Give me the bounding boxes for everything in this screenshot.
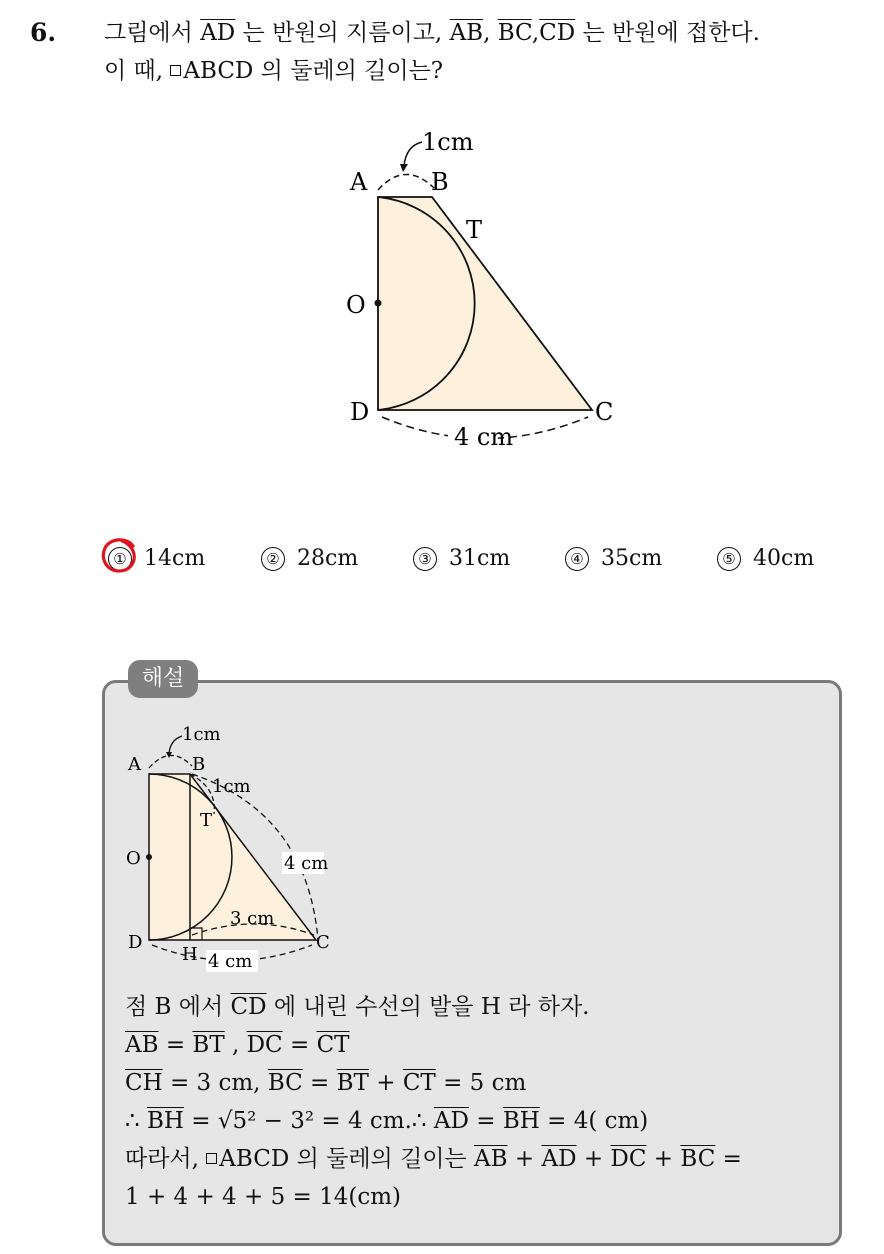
dashed-arc-ab (378, 174, 434, 190)
length-ab-label: 1cm (422, 128, 474, 156)
solution-figure (122, 718, 352, 978)
solution-line-5: 따라서, ABCD 의 둘레의 길이는 $\overline{AB} + \overline{AD} + \overline{DC} + \overline{BC}$ = (125, 1146, 742, 1172)
solution-label-a: A (128, 754, 141, 775)
solution-length-hc: 3 cm (230, 908, 275, 929)
quadrilateral-symbol-icon (206, 1153, 217, 1164)
solution-center-o (146, 854, 152, 860)
question-number: 6. (30, 18, 57, 47)
center-point-o (375, 300, 382, 307)
length-dc-label: 4 cm (454, 423, 514, 451)
solution-line-3: $\overline{CH} = 3$ cm, $\overline{BC} = \overline{BT} + \overline{CT} = 5$ cm (125, 1070, 527, 1096)
arrow-head (400, 164, 408, 172)
solution-length-bc: 4 cm (284, 853, 329, 874)
answer-choices (108, 546, 868, 580)
choice-5[interactable]: ⑤ 40cm (717, 546, 814, 571)
solution-badge: 해설 (128, 660, 198, 698)
solution-length-dc: 4 cm (208, 951, 253, 972)
label-a: A (350, 168, 368, 196)
question-text-line2: 이 때, ABCD 의 둘레의 길이는? (104, 58, 444, 84)
solution-line-1: 점 B 에서 $\overline{CD}$ 에 내린 수선의 발을 H 라 하자. (125, 994, 590, 1020)
solution-line-4: ∴ $\overline{BH} = √5^2 - 3^2 = 4$ cm.∴ $\overline{AD} = \overline{BH} = 4$( cm) (125, 1108, 649, 1134)
solution-length-ab: 1cm (182, 724, 221, 745)
solution-label-t: T (200, 810, 213, 831)
solution-label-c: C (316, 932, 330, 953)
solution-label-h: H (182, 944, 198, 965)
choice-4[interactable]: ④ 35cm (565, 546, 662, 571)
solution-label-b: B (192, 754, 206, 775)
choice-1[interactable]: ① 14cm (108, 546, 205, 571)
label-b: B (431, 168, 449, 196)
pointer-arrow (404, 142, 422, 166)
solution-length-bt: 1cm (212, 776, 251, 797)
solution-label-d: D (128, 932, 143, 953)
selected-answer-circle-icon (100, 536, 138, 574)
label-c: C (595, 398, 614, 426)
question-figure (330, 120, 650, 460)
solution-line-2: $\overline{AB} = \overline{BT}$ , $\overline{DC} = \overline{CT}$ (125, 1032, 350, 1058)
question-text-line1: 그림에서 $\overline{AD}$ 는 반원의 지름이고, $\overline{AB}$, $\overline{BC},\overline{CD}$ 는 반원에 접한다. (104, 20, 760, 46)
label-t: T (466, 216, 483, 244)
label-o: O (346, 291, 366, 319)
label-d: D (350, 398, 370, 426)
solution-arc-ab (149, 755, 192, 768)
quadrilateral-symbol-icon (170, 65, 181, 76)
trapezoid-fill (378, 197, 592, 410)
solution-line-6: 1 + 4 + 4 + 5 = 14(cm) (125, 1184, 402, 1210)
choice-3[interactable]: ③ 31cm (413, 546, 510, 571)
solution-pointer-arrow (169, 736, 182, 754)
choice-2[interactable]: ② 28cm (261, 546, 358, 571)
solution-label-o: O (126, 848, 141, 869)
